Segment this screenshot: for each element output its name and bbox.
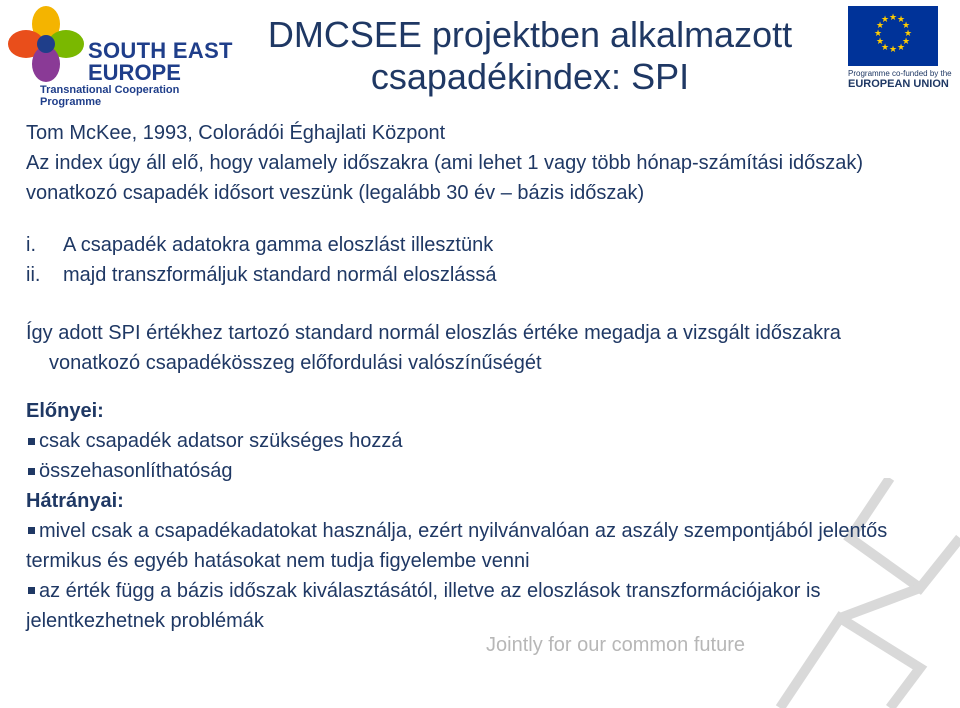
list-item <box>26 230 926 260</box>
list-item-text: az érték függ a bázis időszak kiválasztásától, illetve az eloszlások transzformációjakor is jelentkezhetnek problémák <box>26 580 821 632</box>
steps-list <box>26 230 926 290</box>
svg-text:★: ★ <box>880 15 890 25</box>
square-bullet-icon <box>28 438 35 445</box>
svg-text:★: ★ <box>903 29 913 39</box>
list-item-text: összehasonlíthatóság <box>39 460 233 482</box>
source-line: Tom McKee, 1993, Colorádói Éghajlati Központ <box>26 122 446 144</box>
flower-logo-icon <box>4 4 88 88</box>
square-bullet-icon <box>28 587 35 594</box>
svg-text:★: ★ <box>880 43 890 53</box>
svg-text:★: ★ <box>875 21 885 31</box>
list-item-text: csak csapadék adatsor szükséges hozzá <box>39 430 403 452</box>
eu-logo <box>846 6 952 90</box>
list-item-text: majd transzformáljuk standard normál eloszlássá <box>63 264 497 286</box>
title-line-1: DMCSEE projektben alkalmazott <box>267 14 793 55</box>
logo-text-europe: EUROPE <box>88 60 181 85</box>
list-item-text: mivel csak a csapadékadatokat használja, ezért nyilvánvalóan az aszály szempontjából jelentős termikus és egyéb hatásokat nem tudja figyelembe venni <box>26 520 888 572</box>
list-item <box>26 516 926 576</box>
square-bullet-icon <box>28 527 35 534</box>
pros-heading: Előnyei: <box>26 400 104 422</box>
list-item-text: A csapadék adatokra gamma eloszlást illesztünk <box>63 234 494 256</box>
list-item-number: i. <box>26 234 36 256</box>
svg-text:★: ★ <box>901 21 911 31</box>
svg-text:★: ★ <box>896 43 906 53</box>
slide-title <box>230 14 830 98</box>
cons-heading: Hátrányai: <box>26 490 124 512</box>
square-bullet-icon <box>28 468 35 475</box>
title-line-2: csapadékindex: SPI <box>370 56 690 97</box>
list-item <box>26 576 926 636</box>
svg-text:★: ★ <box>888 13 898 23</box>
south-east-europe-logo <box>4 4 234 108</box>
list-item <box>26 260 926 290</box>
list-item-number: ii. <box>26 264 41 286</box>
logo-text-south-east: SOUTH EAST <box>88 38 233 63</box>
svg-text:★: ★ <box>873 29 883 39</box>
eu-stars-icon <box>848 6 938 66</box>
result-paragraph: Így adott SPI értékhez tartozó standard normál eloszlás értéke megadja a vizsgált időszakra vonatkozó csapadékösszeg előfordulási valószínűségét <box>26 322 841 374</box>
svg-text:★: ★ <box>901 37 911 47</box>
eu-caption-union: EUROPEAN UNION <box>848 78 949 90</box>
svg-text:★: ★ <box>896 15 906 25</box>
svg-text:★: ★ <box>875 37 885 47</box>
eu-flag-icon <box>848 6 938 66</box>
slide-content <box>26 118 926 636</box>
logo-text-programme: Transnational Cooperation Programme <box>40 84 180 108</box>
slogan-watermark: Jointly for our common future <box>486 634 745 656</box>
list-item <box>26 456 926 486</box>
eu-caption-cofunded: Programme co-funded by the <box>848 69 952 78</box>
list-item <box>26 426 926 456</box>
svg-text:★: ★ <box>888 45 898 55</box>
intro-paragraph: Az index úgy áll elő, hogy valamely időszakra (ami lehet 1 vagy több hónap-számítási időszak) vonatkozó csapadék idősort veszünk (legalább 30 év – bázis időszak) <box>26 152 864 204</box>
